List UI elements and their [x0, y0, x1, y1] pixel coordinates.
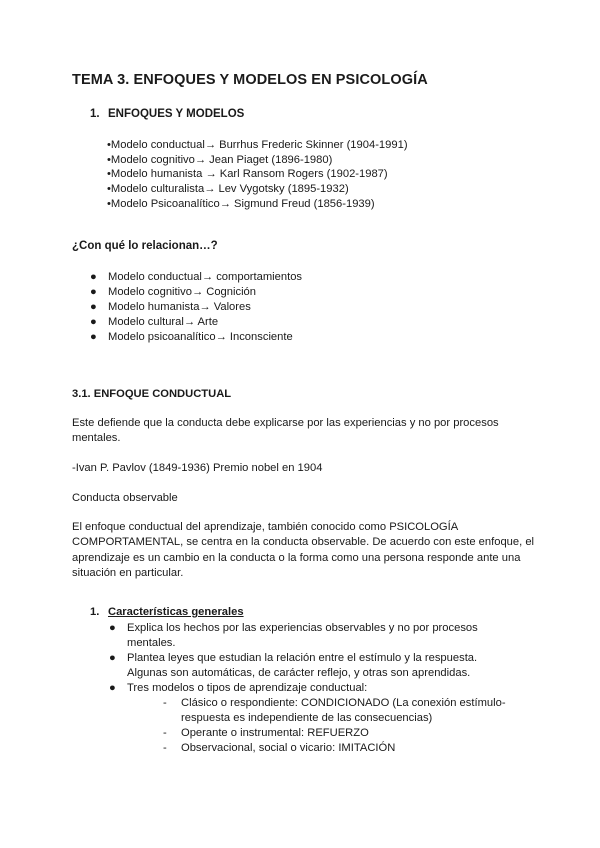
characteristics-heading-text: Características generales: [108, 606, 244, 618]
bullet-icon: ●: [90, 271, 97, 283]
paragraph: -Ivan P. Pavlov (1849-1936) Premio nobel en 1904: [72, 462, 323, 474]
characteristics-number: 1.: [90, 606, 100, 618]
model-line: •Modelo cognitivo→ Jean Piaget (1896-1980): [107, 153, 333, 166]
bullet-icon: ●: [109, 682, 116, 694]
characteristics-heading: [90, 606, 244, 618]
section-heading-text: ENFOQUES Y MODELOS: [108, 108, 245, 120]
page-title: TEMA 3. ENFOQUES Y MODELOS EN PSICOLOGÍA: [72, 72, 428, 88]
list-item: ● Modelo conductual→ comportamientos: [90, 271, 303, 283]
list-item: ● Modelo humanista→ Valores: [90, 301, 251, 313]
list-item: ● Modelo psicoanalítico→ Inconsciente: [90, 331, 293, 343]
list-item: ● Plantea leyes que estudian la relación entre el estímulo y la respuesta. Algunas son automáticas, de carácter reflejo, y otras son aprendidas.: [109, 652, 478, 679]
bullet-icon: ●: [90, 331, 97, 343]
model-line: •Modelo humanista → Karl Ransom Rogers (1902-1987): [107, 168, 388, 181]
models-list: [107, 138, 408, 212]
sub-list-item: - Operante o instrumental: REFUERZO: [163, 727, 369, 739]
relations-list: [90, 270, 302, 345]
model-line: •Modelo conductual→ Burrhus Frederic Skinner (1904-1991): [107, 139, 408, 151]
section-heading: [90, 108, 244, 120]
dash-icon: -: [163, 697, 167, 709]
question-heading: ¿Con qué lo relacionan…?: [72, 240, 218, 252]
paragraph: Este defiende que la conducta debe explicarse por las experiencias y no por procesos mentales.: [72, 417, 499, 445]
model-line: •Modelo culturalista→ Lev Vygotsky (1895-1932): [107, 183, 349, 196]
bullet-icon: ●: [90, 301, 97, 313]
bullet-icon: ●: [90, 316, 97, 328]
model-line: •Modelo Psicoanalítico→ Sigmund Freud (1856-1939): [107, 197, 375, 210]
bullet-icon: ●: [109, 652, 116, 664]
dash-icon: -: [163, 742, 167, 754]
dash-icon: -: [163, 727, 167, 739]
paragraph: Conducta observable: [72, 492, 178, 504]
paragraph: El enfoque conductual del aprendizaje, también conocido como PSICOLOGÍA COMPORTAMENTAL, se centra en la conducta observable. De acuerdo con este enfoque, el aprendizaje es un cambio en la conducta o la forma como una persona responde ante una situación en particular.: [72, 521, 535, 579]
section-number: 1.: [90, 108, 100, 120]
subsection-heading: 3.1. ENFOQUE CONDUCTUAL: [72, 388, 232, 400]
sub-list-item: - Observacional, social o vicario: IMITACIÓN: [163, 742, 396, 754]
list-item: ● Modelo cultural→ Arte: [90, 316, 219, 328]
list-item: ● Modelo cognitivo→ Cognición: [90, 286, 257, 298]
list-item: ● Tres modelos o tipos de aprendizaje conductual:: [109, 682, 368, 694]
bullet-icon: ●: [90, 286, 97, 298]
list-item: ● Explica los hechos por las experiencias observables y no por procesos mentales.: [109, 622, 478, 649]
sub-list-item: - Clásico o respondiente: CONDICIONADO (La conexión estímulo-respuesta es independiente de las consecuencias): [163, 697, 506, 724]
bullet-icon: ●: [109, 622, 116, 634]
